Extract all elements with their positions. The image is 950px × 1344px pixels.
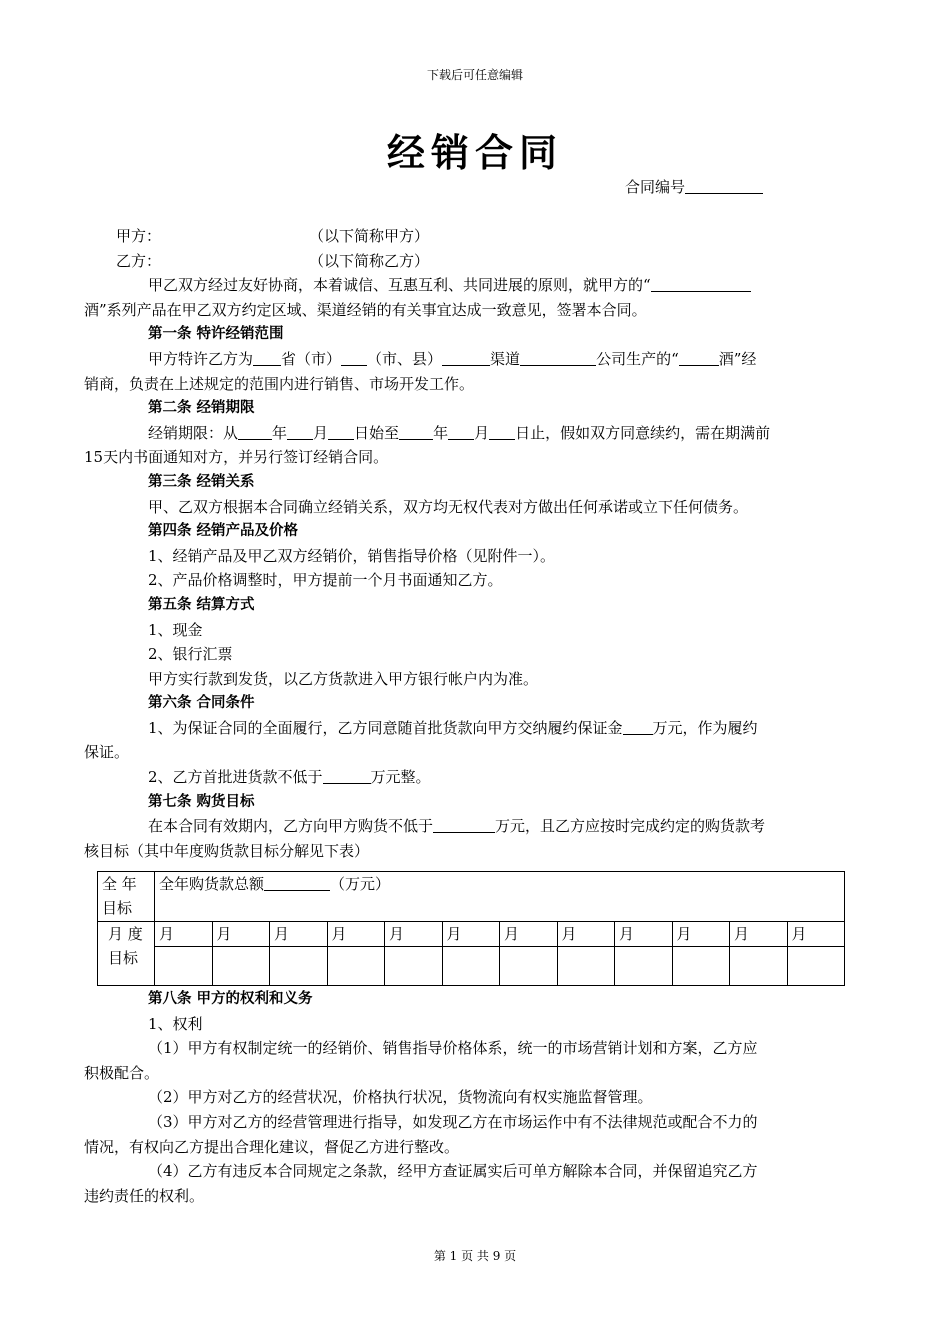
art2-year-1: 年 (272, 423, 288, 442)
product-blank (651, 277, 751, 292)
art6-text-1a: 1、为保证合同的全面履行，乙方同意随首批货款向甲方交纳履约保证金 (148, 718, 623, 737)
article-1-text (84, 347, 838, 396)
art6-text-2a: 2、乙方首批进货款不低于 (148, 768, 323, 787)
article-8-clause-4 (84, 1159, 838, 1208)
art8-clause-4a: （4）乙方有违反本合同规定之条款，经甲方查证属实后可单方解除本合同，并保留追究乙方 (148, 1162, 758, 1181)
article-4-title: 第四条 经销产品及价格 (148, 523, 299, 540)
art6-text-1b: 万元，作为履约 (652, 718, 758, 737)
article-8-clause-2: （2）甲方对乙方的经营状况，价格执行状况，货物流向有权实施监督管理。 (148, 1088, 653, 1107)
art1-text-c: （市、县） (367, 349, 443, 368)
article-7-title: 第七条 购货目标 (148, 793, 255, 810)
article-5-item-1: 1、现金 (148, 620, 203, 639)
article-8-clause-3 (84, 1110, 838, 1159)
start-year-blank (238, 425, 272, 440)
art1-text-e: 公司生产的“ (596, 349, 679, 368)
province-blank (253, 351, 281, 366)
brand-blank (679, 351, 719, 366)
month-value-cell (730, 947, 788, 986)
month-4-label: 月 (327, 922, 385, 947)
art6-text-1c: 保证。 (84, 743, 130, 762)
party-a-label: 甲方： (116, 227, 162, 245)
monthly-target-label: 月 度目标 (98, 922, 155, 986)
document-title: 经销合同 (386, 131, 563, 175)
article-6-item-1 (84, 716, 838, 765)
party-a-line (116, 224, 838, 249)
intro-text-2: 酒”系列产品在甲乙双方约定区域、渠道经销的有关事宜达成一致意见，签署本合同。 (84, 300, 647, 319)
art7-text-a: 在本合同有效期内，乙方向甲方购货不低于 (148, 817, 434, 836)
month-10-label: 月 (672, 922, 730, 947)
article-7-text (84, 814, 838, 863)
end-year-blank (399, 425, 433, 440)
intro-paragraph (84, 273, 838, 322)
contract-number-blank (685, 179, 763, 194)
contract-number-label: 合同编号 (625, 178, 686, 196)
art2-day-start: 日始至 (354, 423, 400, 442)
art2-text-end: 日止，假如双方同意续约，需在期满前 (515, 423, 771, 442)
monthly-target-row (98, 922, 845, 947)
intro-text-1: 甲乙双方经过友好协商，本着诚信、互惠互利、共同进展的原则，就甲方的“ (148, 276, 651, 295)
art7-text-line2: 核目标（其中年度购货款目标分解见下表） (84, 841, 370, 860)
month-8-label: 月 (557, 922, 615, 947)
art1-text-a: 甲方特许乙方为 (148, 349, 254, 368)
month-11-label: 月 (730, 922, 788, 947)
city-blank (341, 351, 367, 366)
art1-text-line2: 销商，负责在上述规定的范围内进行销售、市场开发工作。 (84, 374, 475, 393)
art8-clause-4b: 违约责任的权利。 (84, 1186, 205, 1205)
month-value-cell (270, 947, 328, 986)
art8-clause-3a: （3）甲方对乙方的经营管理进行指导，如发现乙方在市场运作中有不法律规范或配合不力的 (148, 1112, 758, 1131)
art1-text-f: 酒”经 (718, 349, 757, 368)
end-month-blank (448, 425, 474, 440)
contract-body (84, 224, 838, 863)
month-value-cell (442, 947, 500, 986)
month-2-label: 月 (212, 922, 270, 947)
art2-month-1: 月 (313, 423, 329, 442)
month-9-label: 月 (615, 922, 673, 947)
article-6-item-2 (116, 765, 838, 790)
month-value-cell (557, 947, 615, 986)
art2-text-line2: 15天内书面通知对方，并另行签订经销合同。 (84, 448, 389, 467)
art2-text-a: 经销期限：从 (148, 423, 239, 442)
month-7-label: 月 (500, 922, 558, 947)
art8-clause-3b: 情况，有权向乙方提出合理化建议，督促乙方进行整改。 (84, 1137, 460, 1156)
month-3-label: 月 (270, 922, 328, 947)
article-5-item-2: 2、银行汇票 (148, 645, 233, 664)
art1-text-b: 省（市） (281, 349, 342, 368)
month-value-cell (385, 947, 443, 986)
article-6-title: 第六条 合同条件 (148, 695, 255, 712)
article-2-title: 第二条 经销期限 (148, 400, 255, 417)
article-3-title: 第三条 经销关系 (148, 473, 255, 490)
month-6-label: 月 (442, 922, 500, 947)
party-b-label: 乙方： (116, 251, 162, 270)
annual-target-label: 全 年目标 (98, 872, 155, 922)
monthly-values-row (98, 947, 845, 986)
article-1-title: 第一条 特许经销范围 (148, 326, 284, 343)
article-8-clause-1 (84, 1036, 838, 1085)
art1-text-d: 渠道 (490, 349, 521, 368)
start-month-blank (287, 425, 313, 440)
month-value-cell (672, 947, 730, 986)
art6-text-2b: 万元整。 (370, 768, 431, 787)
page-footer: 第 1 页 共 9 页 (433, 1249, 517, 1263)
article-8-item-1: 1、权利 (148, 1014, 203, 1033)
article-4-item-1: 1、经销产品及甲乙双方经销价，销售指导价格（见附件一）。 (148, 546, 556, 565)
month-value-cell (500, 947, 558, 986)
party-a-note: （以下简称甲方） (309, 227, 430, 245)
art8-clause-1b: 积极配合。 (84, 1063, 160, 1082)
month-value-cell (212, 947, 270, 986)
first-order-blank (323, 769, 371, 784)
annual-target-cell (155, 872, 845, 922)
end-day-blank (489, 425, 515, 440)
annual-total-unit: （万元） (330, 875, 391, 893)
annual-target-row (98, 872, 845, 922)
channel-blank (442, 351, 490, 366)
month-value-cell (615, 947, 673, 986)
party-b-line (116, 249, 838, 274)
art7-text-b: 万元，且乙方应按时完成约定的购货款考 (495, 817, 766, 836)
article-4-item-2: 2、产品价格调整时，甲方提前一个月书面通知乙方。 (148, 571, 503, 590)
month-5-label: 月 (385, 922, 443, 947)
art2-year-2: 年 (433, 423, 449, 442)
month-12-label: 月 (787, 922, 845, 947)
article-2-text (84, 421, 838, 470)
article-5-title: 第五条 结算方式 (148, 596, 255, 613)
article-5-item-3: 甲方实行款到发货，以乙方货款进入甲方银行帐户内为准。 (148, 669, 539, 688)
purchase-target-blank (433, 818, 495, 833)
contract-number (625, 176, 763, 197)
party-b-note: （以下简称乙方） (309, 251, 430, 270)
annual-total-blank (264, 876, 330, 891)
month-value-cell (787, 947, 845, 986)
art8-clause-1a: （1）甲方有权制定统一的经销价、销售指导价格体系，统一的市场营销计划和方案，乙方应 (148, 1039, 758, 1058)
start-day-blank (328, 425, 354, 440)
company-blank (520, 351, 596, 366)
month-1-label: 月 (155, 922, 213, 947)
annual-total-label: 全年购货款总额 (159, 875, 265, 893)
month-value-cell (155, 947, 213, 986)
purchase-target-table (97, 871, 845, 986)
art2-month-2: 月 (474, 423, 490, 442)
article-3-text: 甲、乙双方根据本合同确立经销关系，双方均无权代表对方做出任何承诺或立下任何债务。 (148, 497, 749, 516)
deposit-blank (623, 720, 653, 735)
contract-body-continued (84, 987, 838, 1208)
page-header: 下载后可任意编辑 (426, 68, 523, 82)
month-value-cell (327, 947, 385, 986)
article-8-title: 第八条 甲方的权利和义务 (148, 991, 313, 1007)
